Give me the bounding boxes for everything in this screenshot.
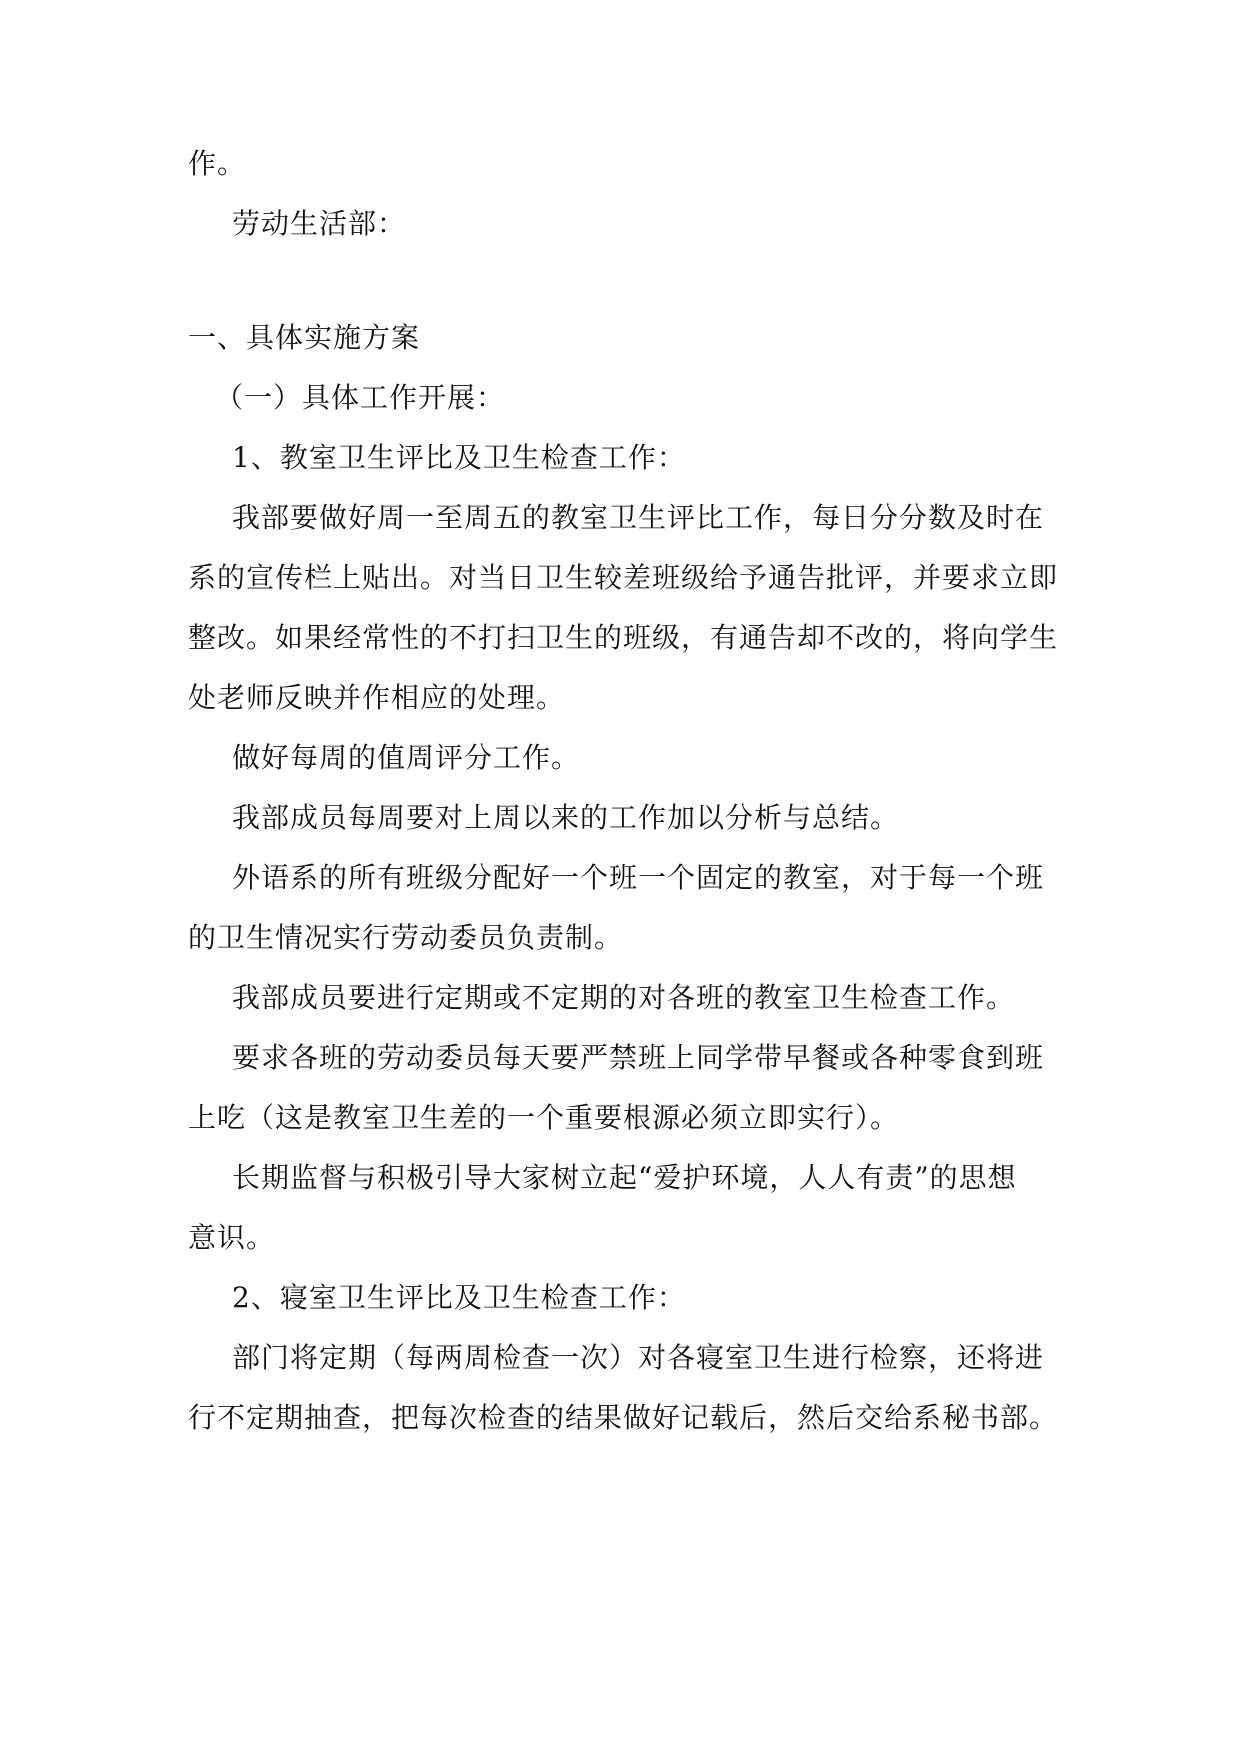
- paragraph-line: 系的宣传栏上贴出。对当日卫生较差班级给予通告批评，并要求立即: [188, 561, 1059, 594]
- paragraph-line: 做好每周的值周评分工作。: [232, 741, 581, 774]
- paragraph-line: 的卫生情况实行劳动委员负责制。: [188, 921, 624, 954]
- paragraph-line: 我部要做好周一至周五的教室卫生评比工作，每日分分数及时在: [232, 501, 1045, 534]
- paragraph-line: 部门将定期（每两周检查一次）对各寝室卫生进行检察，还将进: [232, 1341, 1045, 1374]
- paragraph-line: 要求各班的劳动委员每天要严禁班上同学带早餐或各种零食到班: [232, 1041, 1045, 1074]
- paragraph-line: 行不定期抽查，把每次检查的结果做好记载后，然后交给系秘书部。: [188, 1401, 1059, 1434]
- text-line-1: 作。: [188, 147, 247, 180]
- item-heading-2: 2、寝室卫生评比及卫生检查工作：: [232, 1281, 686, 1314]
- paragraph-line: 外语系的所有班级分配好一个班一个固定的教室，对于每一个班: [232, 861, 1045, 894]
- paragraph-line: 整改。如果经常性的不打扫卫生的班级，有通告却不改的，将向学生: [188, 621, 1059, 654]
- item-heading-1: 1、教室卫生评比及卫生检查工作：: [232, 441, 686, 474]
- section-heading: 一、具体实施方案: [188, 321, 421, 354]
- paragraph-line: 我部成员每周要对上周以来的工作加以分析与总结。: [232, 801, 900, 834]
- paragraph-line: 意识。: [188, 1221, 276, 1254]
- subsection-heading: （一）具体工作开展：: [215, 381, 506, 414]
- paragraph-line: 上吃（这是教室卫生差的一个重要根源必须立即实行）。: [188, 1101, 900, 1134]
- paragraph-line: 长期监督与积极引导大家树立起“爱护环境，人人有责”的思想: [232, 1161, 1017, 1194]
- paragraph-line: 我部成员要进行定期或不定期的对各班的教室卫生检查工作。: [232, 981, 1016, 1014]
- paragraph-line: 处老师反映并作相应的处理。: [188, 681, 566, 714]
- department-heading: 劳动生活部：: [232, 207, 407, 240]
